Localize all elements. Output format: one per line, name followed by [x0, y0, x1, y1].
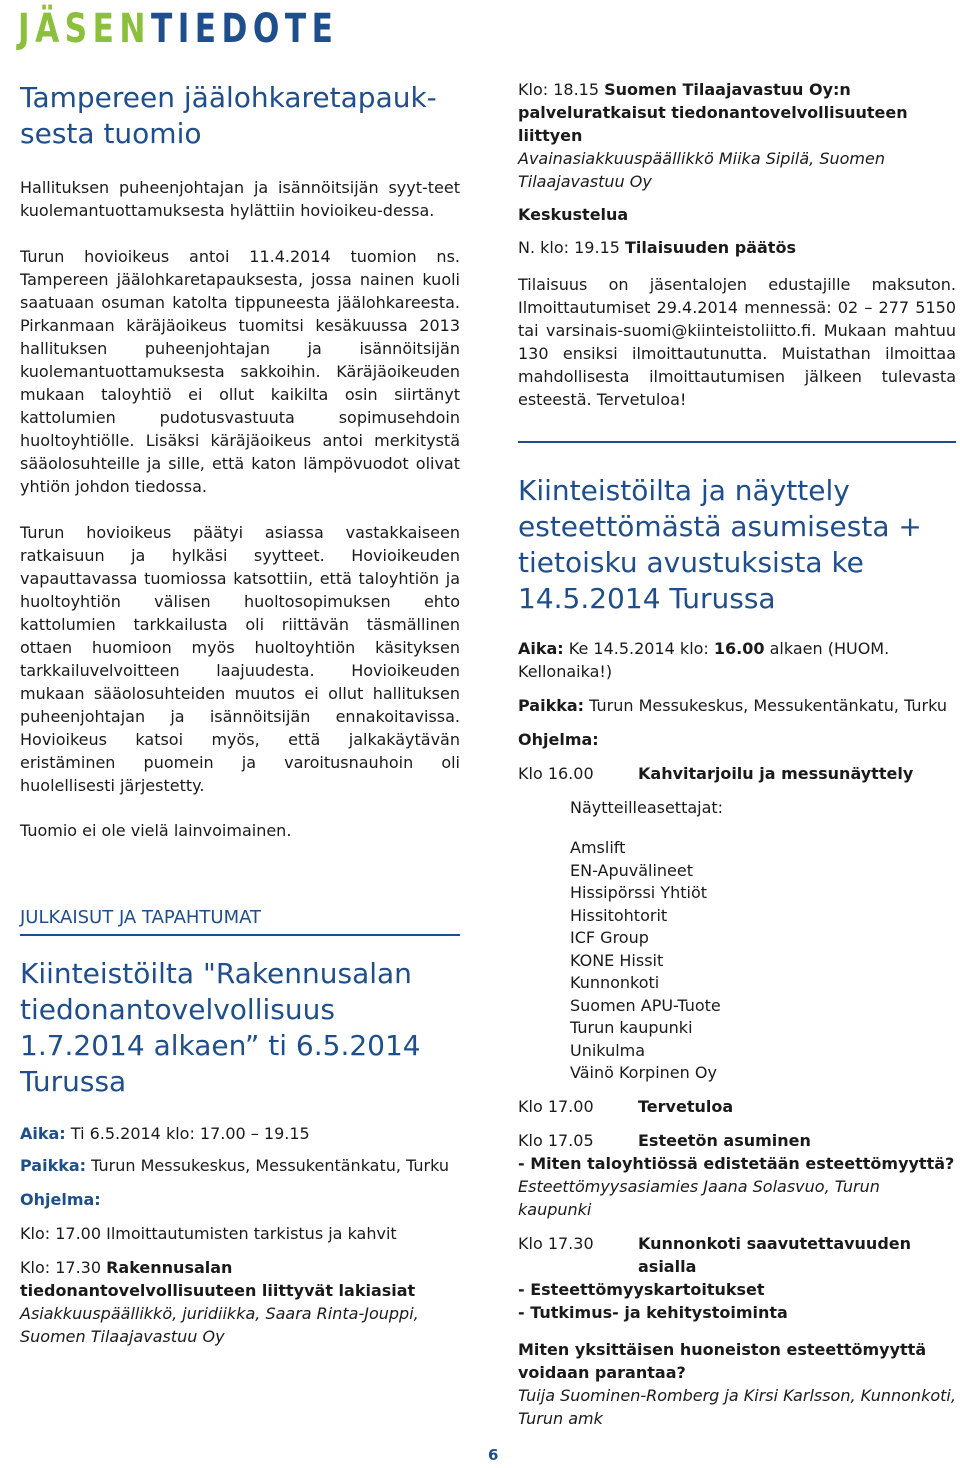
- event-time: [20, 1122, 460, 1145]
- right-column: [518, 78, 956, 1430]
- event-2-time-label: Aika:: [518, 639, 564, 658]
- event-place-value: Turun Messukeskus, Messukentänkatu, Turku: [86, 1156, 450, 1175]
- event-time-value: Ti 6.5.2014 klo: 17.00 – 19.15: [65, 1124, 310, 1143]
- exhibitor-item: Unikulma: [570, 1040, 646, 1060]
- exhibitor-item: Amslift: [570, 838, 626, 857]
- event-2-time-pre: Ke 14.5.2014 klo:: [563, 639, 714, 658]
- event-2-title: Kiinteistöilta ja näyttely esteettömästä asumisesta + tietoisku avustuksista ke 14.5.2014 Turussa: [518, 474, 922, 615]
- event-2-place-value: Turun Messukeskus, Messukentänkatu, Turku: [584, 696, 948, 715]
- program-item-2-time: Klo: 17.30: [20, 1258, 107, 1277]
- program-item-2-title: Rakennusalan tiedonantovelvollisuuteen liittyvät lakiasiat: [20, 1258, 416, 1300]
- exhibitors-list: [518, 837, 956, 1085]
- schedule-row-3: [518, 1129, 956, 1152]
- page-number: 6: [488, 1446, 499, 1464]
- exhibitor-item: ICF Group: [570, 928, 649, 947]
- event-2-place-label: Paikka:: [518, 696, 585, 715]
- exhibitors-label: Näytteilleasettajat:: [570, 798, 724, 817]
- schedule-row-3-sub: - Miten taloyhtiössä edistetään esteettömyyttä?: [518, 1153, 955, 1173]
- schedule-row-4: [518, 1232, 956, 1278]
- program-item-3: [518, 78, 956, 147]
- program-discussion: Keskustelua: [518, 205, 629, 224]
- schedule-row-1-title: Kahvitarjoilu ja messunäyttely: [638, 764, 914, 783]
- event-place-label: Paikka:: [20, 1156, 87, 1175]
- exhibitor-item: Hissipörssi Yhtiöt: [570, 883, 708, 902]
- event-time-label: Aika:: [20, 1124, 66, 1143]
- program-item-2: [20, 1256, 460, 1302]
- article-lead: Hallituksen puheenjohtajan ja isännöitsijän syyt-teet kuolemantuottamuksesta hylättiin hovioikeu-dessa.: [20, 178, 460, 220]
- article-paragraph-1: Turun hovioikeus antoi 11.4.2014 tuomion ns. Tampereen jäälohkaretapauksesta, jossa nainen kuoli saatuaan osuman katolta tippuneesta jäälohkareesta. Pirkanmaan käräjäoikeus tuomitsi kesäkuussa 2013 hallituksen puheenjohtajan ja isännöitsijän kuolemantuottamuksesta sakkoihin. Käräjäoikeuden mukaan taloyhtiö ei ollut kaikilta osin siirtänyt kattolumien pudotusvastuuta sopimusehdoin huoltoyhtiölle. Lisäksi käräjäoikeus antoi merkitystä sääolosuhteille ja sille, että katon lämpövuodot olivat yhtiön johdon tiedossa.: [20, 247, 460, 496]
- masthead-part-1: JÄSEN: [18, 6, 151, 52]
- schedule-row-4-sub-1: - Esteettömyyskartoitukset: [518, 1279, 765, 1299]
- event-2-time: [518, 637, 956, 683]
- left-column: [20, 78, 460, 1348]
- schedule-row-4-time: Klo 17.30: [518, 1233, 594, 1253]
- masthead-part-2: TIEDOTE: [150, 6, 339, 52]
- event-2-program-label: Ohjelma:: [518, 730, 599, 749]
- program-item-1: Klo: 17.00 Ilmoittautumisten tarkistus ja kahvit: [20, 1224, 397, 1243]
- exhibitor-item: Turun kaupunki: [570, 1018, 693, 1037]
- schedule-row-1: [518, 762, 956, 785]
- program-item-2-speaker: Asiakkuuspäällikkö, juridiikka, Saara Rinta-Jouppi, Suomen Tilaajavastuu Oy: [20, 1304, 419, 1346]
- program-item-4: [518, 236, 956, 259]
- question-speaker: Tuija Suominen-Romberg ja Kirsi Karlsson, Kunnonkoti, Turun amk: [518, 1385, 956, 1428]
- schedule-row-3-title: Esteetön asuminen: [638, 1130, 811, 1150]
- exhibitor-item: Hissitohtorit: [570, 905, 668, 925]
- schedule-row-2-time: Klo 17.00: [518, 1096, 594, 1116]
- event-2-place: [518, 694, 956, 717]
- article-paragraph-2: Turun hovioikeus päätyi asiassa vastakkaiseen ratkaisuun ja hylkäsi syytteet. Hovioikeuden vapauttavassa tuomiossa katsottiin, että taloyhtiön ja huoltoyhtiön välisen huoltosopimuksen ehto kattolumien tarkkailusta oli riittävän täsmällinen ottaen huomioon myös huoltoyhtiön käsityksen tarkkailuvelvoitteen laajuudesta. Hovioikeuden mukaan sääolosuhteiden muutos ei ollut hallituksen puheenjohtajan ja isännöitsijän ennakoitavissa. Hovioikeus katsoi myös, että jalkakäytävän eristäminen puomein ja varoitusnauhoin oli huolellisesti järjestetty.: [20, 523, 460, 795]
- exhibitor-item: Kunnonkoti: [570, 973, 660, 992]
- schedule-row-4-title: Kunnonkoti saavutettavuuden asialla: [638, 1233, 912, 1276]
- exhibitor-item: Väinö Korpinen Oy: [570, 1063, 717, 1082]
- article-title: Tampereen jäälohkaretapauk-sesta tuomio: [20, 81, 437, 150]
- column-divider: [518, 441, 956, 443]
- program-item-3-speaker: Avainasiakkuuspäällikkö Miika Sipilä, Suomen Tilaajavastuu Oy: [518, 149, 885, 191]
- article-paragraph-3: Tuomio ei ole vielä lainvoimainen.: [20, 821, 292, 840]
- program-item-4-time: N. klo: 19.15: [518, 238, 626, 257]
- exhibitor-item: EN-Apuvälineet: [570, 860, 694, 880]
- event-title: Kiinteistöilta "Rakennusalan tiedonantovelvollisuus 1.7.2014 alkaen” ti 6.5.2014 Turussa: [20, 957, 421, 1098]
- schedule-row-2-title: Tervetuloa: [638, 1096, 734, 1116]
- schedule-row-1-time: Klo 16.00: [518, 764, 594, 783]
- program-item-3-title: Suomen Tilaajavastuu Oy:n palveluratkaisut tiedonantovelvollisuuteen liittyen: [518, 80, 908, 145]
- question-title: Miten yksittäisen huoneiston esteettömyyttä voidaan parantaa?: [518, 1339, 927, 1382]
- masthead-logo: [18, 6, 338, 56]
- schedule-row-2: [518, 1095, 956, 1118]
- exhibitor-item: KONE Hissit: [570, 950, 664, 970]
- event-2-time-post: alkaen (HUOM. Kellonaika!): [518, 639, 890, 681]
- exhibitor-item: Suomen APU-Tuote: [570, 995, 721, 1015]
- schedule-row-3-speaker: Esteettömyysasiamies Jaana Solasvuo, Turun kaupunki: [518, 1176, 880, 1219]
- event-info: Tilaisuus on jäsentalojen edustajille maksuton. Ilmoittautumiset 29.4.2014 mennessä: 02 – 277 5150 tai varsinais-suomi@kiinteistoliitto.fi. Mukaan mahtuu 130 ensiksi ilmoittautunutta. Muistathan ilmoittaa mahdollisesta ilmoittautumisen jälkeen tulevasta esteestä. Tervetuloa!: [518, 275, 956, 409]
- program-item-4-title: Tilaisuuden päätös: [625, 238, 796, 257]
- schedule-row-3-time: Klo 17.05: [518, 1130, 594, 1150]
- event-2-time-bold: 16.00: [713, 639, 765, 658]
- event-program-label: Ohjelma:: [20, 1190, 101, 1209]
- event-place: [20, 1154, 460, 1177]
- schedule-row-4-sub-2: - Tutkimus- ja kehitystoiminta: [518, 1302, 788, 1322]
- section-title: JULKAISUT JA TAPAHTUMAT: [20, 906, 460, 936]
- program-item-3-time: Klo: 18.15: [518, 80, 605, 99]
